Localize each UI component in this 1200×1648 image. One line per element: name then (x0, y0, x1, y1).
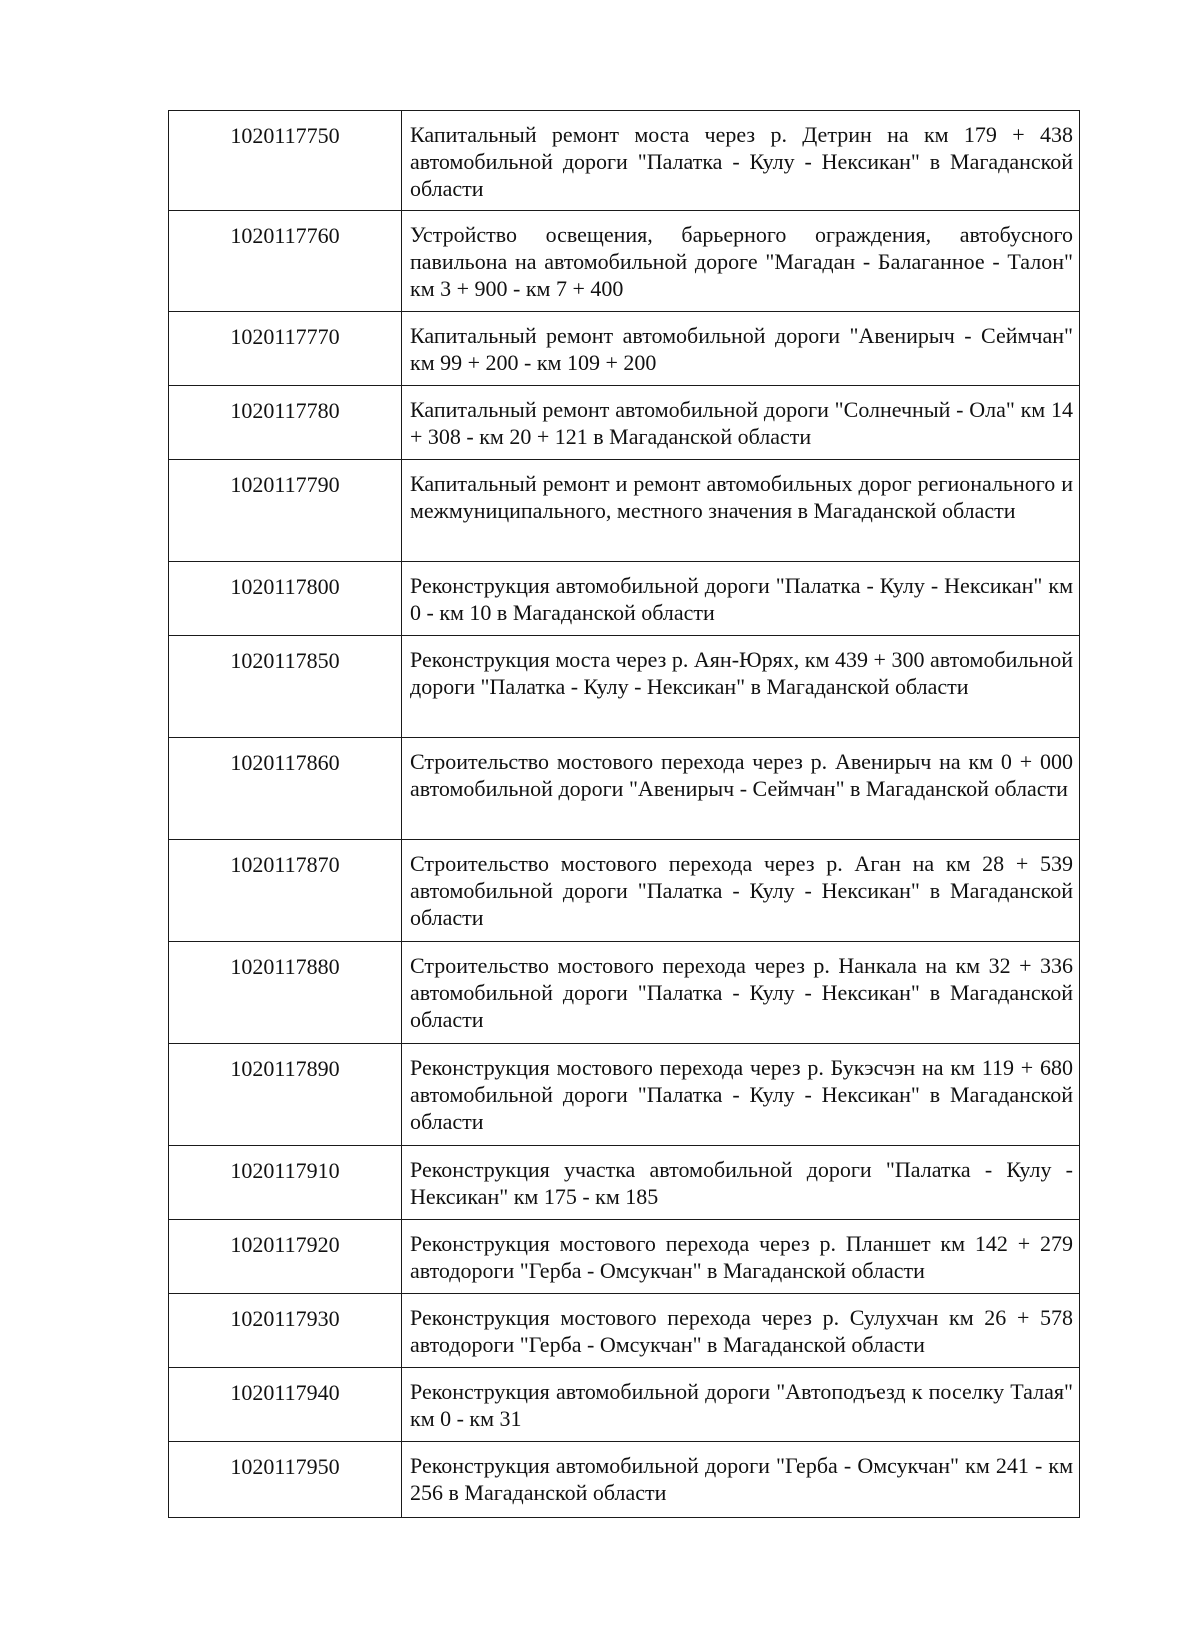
code-cell: 1020117920 (169, 1220, 402, 1294)
table-row (169, 460, 1080, 562)
table-row (169, 1442, 1080, 1518)
code-cell: 1020117870 (169, 840, 402, 942)
code-cell: 1020117750 (169, 111, 402, 211)
description-cell: Капитальный ремонт автомобильной дороги "Авенирыч - Сеймчан" км 99 + 200 - км 109 + 200 (402, 312, 1080, 386)
budget-codes-table (168, 110, 1080, 1518)
code-cell: 1020117890 (169, 1044, 402, 1146)
code-cell: 1020117850 (169, 636, 402, 738)
description-cell: Капитальный ремонт моста через р. Детрин на км 179 + 438 автомобильной дороги "Палатка - Кулу - Нексикан" в Магаданской области (402, 111, 1080, 211)
code-cell: 1020117780 (169, 386, 402, 460)
description-cell: Реконструкция мостового перехода через р. Сулухчан км 26 + 578 автодороги "Герба - Омсукчан" в Магаданской области (402, 1294, 1080, 1368)
description-cell: Строительство мостового перехода через р. Нанкала на км 32 + 336 автомобильной дороги "Палатка - Кулу - Нексикан" в Магаданской области (402, 942, 1080, 1044)
table-row (169, 1294, 1080, 1368)
table-row (169, 1220, 1080, 1294)
description-cell: Строительство мостового перехода через р. Аган на км 28 + 539 автомобильной дороги "Палатка - Кулу - Нексикан" в Магаданской области (402, 840, 1080, 942)
table-row (169, 211, 1080, 312)
description-cell: Реконструкция моста через р. Аян-Юрях, км 439 + 300 автомобильной дороги "Палатка - Кулу - Нексикан" в Магаданской области (402, 636, 1080, 738)
description-cell: Строительство мостового перехода через р. Авенирыч на км 0 + 000 автомобильной дороги "Авенирыч - Сеймчан" в Магаданской области (402, 738, 1080, 840)
description-cell: Реконструкция автомобильной дороги "Автоподъезд к поселку Талая" км 0 - км 31 (402, 1368, 1080, 1442)
table-row (169, 111, 1080, 211)
table-row (169, 636, 1080, 738)
code-cell: 1020117770 (169, 312, 402, 386)
table-row (169, 840, 1080, 942)
table-row (169, 1146, 1080, 1220)
table-row (169, 386, 1080, 460)
description-cell: Реконструкция автомобильной дороги "Герба - Омсукчан" км 241 - км 256 в Магаданской области (402, 1442, 1080, 1518)
description-cell: Капитальный ремонт и ремонт автомобильных дорог регионального и межмуниципального, местного значения в Магаданской области (402, 460, 1080, 562)
table-row (169, 1368, 1080, 1442)
code-cell: 1020117760 (169, 211, 402, 312)
description-cell: Реконструкция мостового перехода через р. Букэсчэн на км 119 + 680 автомобильной дороги "Палатка - Кулу - Нексикан" в Магаданской области (402, 1044, 1080, 1146)
description-cell: Реконструкция участка автомобильной дороги "Палатка - Кулу - Нексикан" км 175 - км 185 (402, 1146, 1080, 1220)
table-body (169, 111, 1080, 1518)
description-cell: Устройство освещения, барьерного ограждения, автобусного павильона на автомобильной дороге "Магадан - Балаганное - Талон" км 3 + 900 - км 7 + 400 (402, 211, 1080, 312)
table-row (169, 562, 1080, 636)
code-cell: 1020117880 (169, 942, 402, 1044)
code-cell: 1020117910 (169, 1146, 402, 1220)
description-cell: Капитальный ремонт автомобильной дороги "Солнечный - Ола" км 14 + 308 - км 20 + 121 в Магаданской области (402, 386, 1080, 460)
description-cell: Реконструкция автомобильной дороги "Палатка - Кулу - Нексикан" км 0 - км 10 в Магаданской области (402, 562, 1080, 636)
code-cell: 1020117950 (169, 1442, 402, 1518)
code-cell: 1020117860 (169, 738, 402, 840)
table-row (169, 738, 1080, 840)
code-cell: 1020117940 (169, 1368, 402, 1442)
table-row (169, 312, 1080, 386)
description-cell: Реконструкция мостового перехода через р. Планшет км 142 + 279 автодороги "Герба - Омсукчан" в Магаданской области (402, 1220, 1080, 1294)
table-row (169, 942, 1080, 1044)
table-row (169, 1044, 1080, 1146)
code-cell: 1020117930 (169, 1294, 402, 1368)
code-cell: 1020117790 (169, 460, 402, 562)
code-cell: 1020117800 (169, 562, 402, 636)
